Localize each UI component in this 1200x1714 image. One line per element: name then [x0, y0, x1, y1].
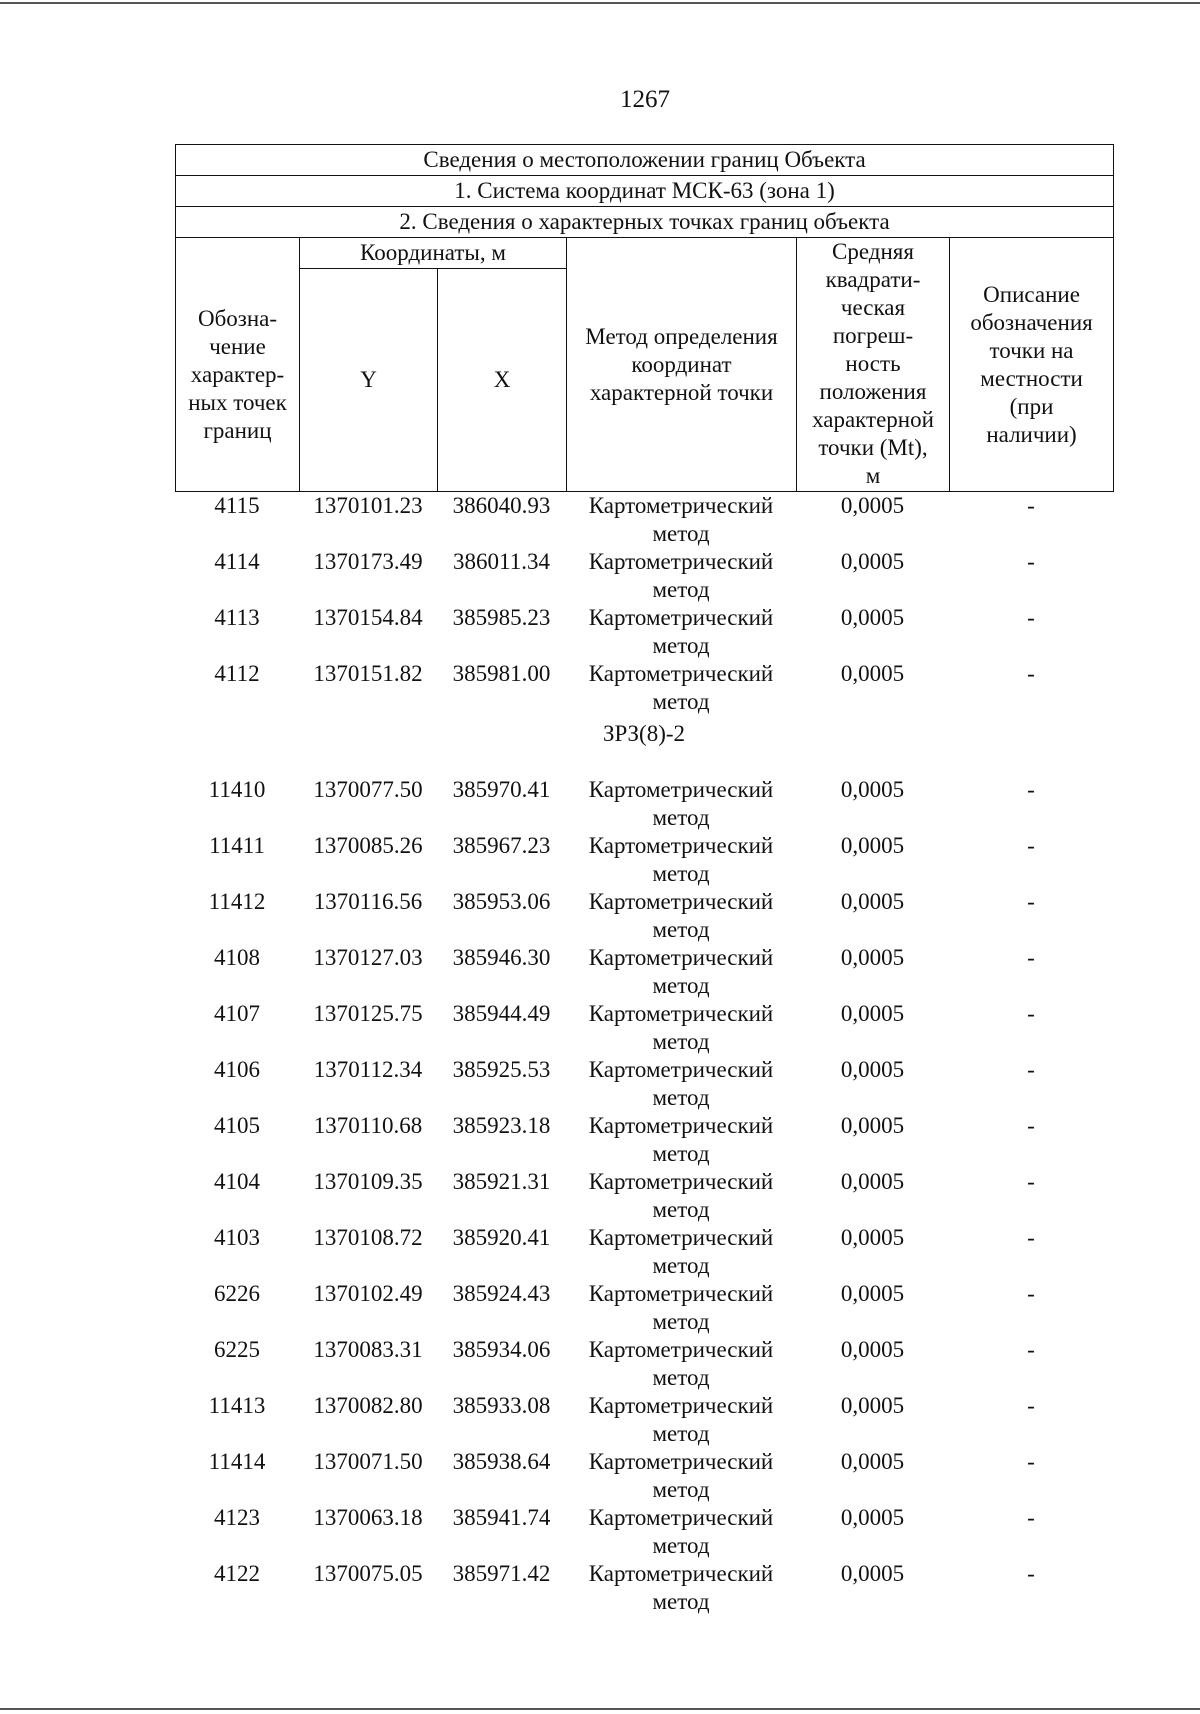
point-id-cell: 4104 [214, 1169, 260, 1194]
y-coordinate-cell: 1370063.18 [313, 1505, 423, 1530]
x-coordinate-cell: 385923.18 [452, 1113, 551, 1138]
error-cell: 0,0005 [840, 1169, 905, 1194]
table-row [175, 1168, 1113, 1224]
point-id-cell: 11413 [208, 1393, 266, 1418]
section-label: ЗРЗ(8)-2 [602, 721, 686, 746]
method-cell: Картометрический метод [588, 1561, 774, 1614]
method-cell: Картометрический метод [588, 493, 774, 546]
table-row [175, 1560, 1113, 1616]
col-header-y: Y [300, 269, 438, 492]
y-coordinate-cell: 1370101.23 [313, 493, 423, 518]
method-cell: Картометрический метод [588, 1281, 774, 1334]
description-cell: - [1027, 1337, 1035, 1362]
y-coordinate-cell: 1370077.50 [313, 777, 423, 802]
coordinate-system: 1. Система координат МСК-63 (зона 1) [176, 176, 1114, 207]
x-coordinate-cell: 385967.23 [452, 833, 551, 858]
x-coordinate-cell: 386040.93 [452, 493, 551, 518]
point-id-cell: 4115 [214, 493, 260, 518]
description-cell: - [1027, 1169, 1035, 1194]
point-id-cell: 4107 [214, 1001, 260, 1026]
point-id-cell: 4123 [214, 1505, 260, 1530]
x-coordinate-cell: 385924.43 [452, 1281, 551, 1306]
method-cell: Картометрический метод [588, 945, 774, 998]
method-cell: Картометрический метод [588, 1393, 774, 1446]
x-coordinate-cell: 385934.06 [452, 1337, 551, 1362]
method-cell: Картометрический метод [588, 661, 774, 714]
method-cell: Картометрический метод [588, 1225, 774, 1278]
point-id-cell: 4103 [214, 1225, 260, 1250]
table-title: Сведения о местоположении границ Объекта [176, 145, 1114, 176]
coordinates-document [175, 144, 1113, 1616]
y-coordinate-cell: 1370108.72 [313, 1225, 423, 1250]
scan-edge-bottom [0, 1708, 1200, 1710]
table-row [175, 1504, 1113, 1560]
method-cell: Картометрический метод [588, 1449, 774, 1502]
point-id-cell: 11411 [209, 833, 265, 858]
table-row [175, 944, 1113, 1000]
x-coordinate-cell: 385971.42 [452, 1561, 551, 1586]
error-cell: 0,0005 [840, 1505, 905, 1530]
table-row [175, 492, 1113, 548]
x-coordinate-cell: 385944.49 [452, 1001, 551, 1026]
y-coordinate-cell: 1370071.50 [313, 1449, 423, 1474]
point-id-cell: 4108 [214, 945, 260, 970]
method-cell: Картометрический метод [588, 1001, 774, 1054]
table-row [175, 1336, 1113, 1392]
method-cell: Картометрический метод [588, 1113, 774, 1166]
error-cell: 0,0005 [840, 777, 905, 802]
col-header-point: Обозна- чение характер- ных точек границ [176, 238, 300, 492]
table-row [175, 832, 1113, 888]
x-coordinate-cell: 385938.64 [452, 1449, 551, 1474]
table-row [175, 1056, 1113, 1112]
description-cell: - [1027, 1449, 1035, 1474]
description-cell: - [1027, 889, 1035, 914]
y-coordinate-cell: 1370127.03 [313, 945, 423, 970]
table-row [175, 1000, 1113, 1056]
x-coordinate-cell: 385941.74 [452, 1505, 551, 1530]
point-id-cell: 11414 [208, 1449, 266, 1474]
error-cell: 0,0005 [840, 1113, 905, 1138]
x-coordinate-cell: 385921.31 [452, 1169, 551, 1194]
table-row [175, 604, 1113, 660]
y-coordinate-cell: 1370082.80 [313, 1393, 423, 1418]
x-coordinate-cell: 385920.41 [452, 1225, 551, 1250]
x-coordinate-cell: 385953.06 [452, 889, 551, 914]
point-id-cell: 4114 [214, 549, 260, 574]
y-coordinate-cell: 1370075.05 [313, 1561, 423, 1586]
point-id-cell: 4122 [214, 1561, 260, 1586]
point-id-cell: 11412 [208, 889, 266, 914]
point-id-cell: 4113 [214, 605, 260, 630]
table-row [175, 1112, 1113, 1168]
y-coordinate-cell: 1370173.49 [313, 549, 423, 574]
description-cell: - [1027, 1225, 1035, 1250]
error-cell: 0,0005 [840, 1057, 905, 1082]
y-coordinate-cell: 1370085.26 [313, 833, 423, 858]
description-cell: - [1027, 1561, 1035, 1586]
x-coordinate-cell: 385985.23 [452, 605, 551, 630]
table-row [175, 888, 1113, 944]
header-table [175, 144, 1114, 492]
error-cell: 0,0005 [840, 549, 905, 574]
description-cell: - [1027, 1393, 1035, 1418]
description-cell: - [1027, 1001, 1035, 1026]
point-id-cell: 6226 [214, 1281, 260, 1306]
table-row [175, 1448, 1113, 1504]
table-row [175, 1280, 1113, 1336]
description-cell: - [1027, 1057, 1035, 1082]
description-cell: - [1027, 1505, 1035, 1530]
error-cell: 0,0005 [840, 1449, 905, 1474]
error-cell: 0,0005 [840, 833, 905, 858]
y-coordinate-cell: 1370116.56 [313, 889, 423, 914]
error-cell: 0,0005 [840, 1561, 905, 1586]
table-row [175, 1224, 1113, 1280]
table-row [175, 660, 1113, 716]
y-coordinate-cell: 1370083.31 [313, 1337, 423, 1362]
method-cell: Картометрический метод [588, 1169, 774, 1222]
x-coordinate-cell: 385933.08 [452, 1393, 551, 1418]
y-coordinate-cell: 1370112.34 [313, 1057, 423, 1082]
table-row [175, 548, 1113, 604]
description-cell: - [1027, 605, 1035, 630]
col-header-method: Метод определения координат характерной точки [567, 238, 797, 492]
point-id-cell: 11410 [208, 777, 266, 802]
x-coordinate-cell: 385946.30 [452, 945, 551, 970]
table-subtitle: 2. Сведения о характерных точках границ объекта [176, 207, 1114, 238]
method-cell: Картометрический метод [588, 1505, 774, 1558]
x-coordinate-cell: 385981.00 [452, 661, 551, 686]
point-id-cell: 4112 [214, 661, 260, 686]
col-header-x: X [438, 269, 567, 492]
description-cell: - [1027, 493, 1035, 518]
method-cell: Картометрический метод [588, 1057, 774, 1110]
method-cell: Картометрический метод [588, 1337, 774, 1390]
y-coordinate-cell: 1370102.49 [313, 1281, 423, 1306]
error-cell: 0,0005 [840, 1225, 905, 1250]
error-cell: 0,0005 [840, 1001, 905, 1026]
method-cell: Картометрический метод [588, 605, 774, 658]
method-cell: Картометрический метод [588, 549, 774, 602]
y-coordinate-cell: 1370154.84 [313, 605, 423, 630]
description-cell: - [1027, 945, 1035, 970]
y-coordinate-cell: 1370125.75 [313, 1001, 423, 1026]
error-cell: 0,0005 [840, 889, 905, 914]
y-coordinate-cell: 1370151.82 [313, 661, 423, 686]
description-cell: - [1027, 777, 1035, 802]
point-id-cell: 4106 [214, 1057, 260, 1082]
point-id-cell: 6225 [214, 1337, 260, 1362]
page-number: 1267 [620, 86, 670, 113]
method-cell: Картометрический метод [588, 777, 774, 830]
x-coordinate-cell: 386011.34 [453, 549, 550, 574]
description-cell: - [1027, 661, 1035, 686]
error-cell: 0,0005 [840, 945, 905, 970]
description-cell: - [1027, 833, 1035, 858]
table-row [175, 776, 1113, 832]
y-coordinate-cell: 1370109.35 [313, 1169, 423, 1194]
method-cell: Картометрический метод [588, 889, 774, 942]
col-header-error: Средняя квадрати- ческая погреш- ность положения характерной точки (Mt), м [797, 238, 950, 492]
error-cell: 0,0005 [840, 1337, 905, 1362]
description-cell: - [1027, 549, 1035, 574]
y-coordinate-cell: 1370110.68 [313, 1113, 423, 1138]
description-cell: - [1027, 1281, 1035, 1306]
scan-edge-top [0, 2, 1200, 4]
error-cell: 0,0005 [840, 1393, 905, 1418]
error-cell: 0,0005 [840, 493, 905, 518]
error-cell: 0,0005 [840, 605, 905, 630]
error-cell: 0,0005 [840, 661, 905, 686]
col-header-coordinates: Координаты, м [300, 238, 567, 269]
point-id-cell: 4105 [214, 1113, 260, 1138]
x-coordinate-cell: 385925.53 [452, 1057, 551, 1082]
error-cell: 0,0005 [840, 1281, 905, 1306]
method-cell: Картометрический метод [588, 833, 774, 886]
description-cell: - [1027, 1113, 1035, 1138]
col-header-description: Описание обозначения точки на местности (при наличии) [950, 238, 1114, 492]
x-coordinate-cell: 385970.41 [452, 777, 551, 802]
points-table [175, 492, 1113, 1616]
table-row [175, 1392, 1113, 1448]
